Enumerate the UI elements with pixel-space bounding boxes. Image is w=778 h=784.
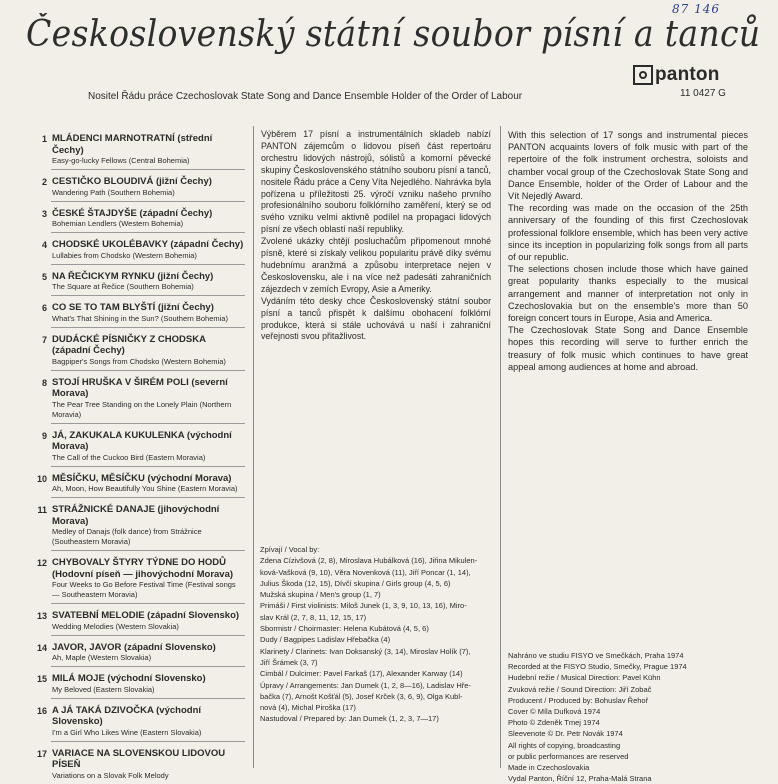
track-item bbox=[33, 430, 245, 463]
production-line: Hudební režie / Musical Direction: Pavel Kühn bbox=[508, 673, 661, 683]
track-item bbox=[33, 705, 245, 738]
page-title: Československý státní soubor písní a tanců bbox=[26, 14, 761, 55]
track-divider bbox=[51, 232, 245, 233]
track-divider bbox=[51, 603, 245, 604]
track-english-title: Bohemian Lendlers (Western Bohemia) bbox=[52, 219, 184, 228]
track-english-title: The Square at Řečice (Southern Bohemia) bbox=[52, 282, 194, 291]
track-item bbox=[33, 271, 245, 293]
track-czech-title: MLÁDENCI MARNOTRATNÍ (střední Čechy) bbox=[52, 133, 213, 156]
production-info bbox=[508, 650, 768, 784]
track-divider bbox=[51, 295, 245, 296]
czech-notes bbox=[261, 129, 491, 343]
track-item bbox=[33, 334, 245, 367]
track-english-title: My Beloved (Eastern Slovakia) bbox=[52, 684, 155, 694]
track-item bbox=[33, 133, 245, 166]
czech-paragraph: Vydáním této desky chce Československý státní soubor písní a tanců přispět k dalšímu obohacení folklórní produkce, která si stále uchovává u naší i zahraniční veřejnosti svou přitažlivost. bbox=[261, 295, 491, 342]
track-czech-title: MĚSÍČKU, MĚSÍČKU (východní Morava) bbox=[52, 472, 232, 484]
track-number: 12 bbox=[36, 558, 47, 568]
track-czech-title: CO SE TO TAM BLYŠTÍ (jižní Čechy) bbox=[52, 302, 214, 313]
track-item bbox=[33, 176, 245, 198]
track-czech-title: CHYBOVALY ŠTYRY TÝDNE DO HODŮ (Hodovní píseň — jihovýchodní Morava) bbox=[52, 557, 234, 580]
track-number: 17 bbox=[36, 748, 47, 759]
track-number: 5 bbox=[41, 271, 47, 282]
credit-line: Mužská skupina / Men's group (1, 7) bbox=[260, 590, 381, 600]
production-line: Zvuková režie / Sound Direction: Jiří Zobač bbox=[508, 684, 652, 694]
track-divider bbox=[51, 327, 245, 328]
performer-credits bbox=[260, 544, 492, 725]
track-item bbox=[33, 673, 245, 695]
track-divider bbox=[51, 169, 245, 170]
track-item bbox=[33, 610, 245, 632]
credit-line: Zpívají / Vocal by: bbox=[260, 545, 320, 554]
track-item bbox=[33, 239, 245, 261]
track-divider bbox=[51, 264, 245, 265]
track-english-title: The Call of the Cuckoo Bird (Eastern Moravia) bbox=[52, 452, 206, 462]
production-line: Producent / Produced by: Bohuslav Řehoř bbox=[508, 695, 649, 705]
credit-line: Úpravy / Arrangements: Jan Dumek (1, 2, 8—16), Ladislav Hře- bbox=[260, 680, 471, 690]
track-english-title: Wandering Path (Southern Bohemia) bbox=[52, 187, 175, 197]
track-czech-title: DUDÁCKÉ PÍSNIČKY Z CHODSKA (západní Čechy) bbox=[52, 333, 206, 356]
track-item bbox=[33, 473, 245, 495]
track-english-title: Ah, Moon, How Beautifully You Shine (Eastern Moravia) bbox=[52, 484, 238, 493]
credit-line: bačka (7), Arnošt Košťál (5), Josef Krček (3, 6, 9), Olga Kubl- bbox=[260, 691, 463, 701]
track-divider bbox=[51, 466, 245, 467]
production-line: Photo © Zdeněk Tmej 1974 bbox=[508, 718, 600, 728]
ensemble-subtitle: Nositel Řádu práce Czechoslovak State Song and Dance Ensemble Holder of the Order of Labour bbox=[88, 91, 523, 102]
track-item bbox=[33, 208, 245, 230]
track-number: 15 bbox=[36, 674, 47, 684]
english-paragraph: The selections chosen include those which have gained great popularity thanks especially to the musical arrangement and manner of interpretation not only in Czechoslovakia but on the ensemble's more than 50 foreign concert tours in Europe, Asia and America. bbox=[508, 264, 748, 324]
credit-line: ková-Vašková (9, 10), Věra Novenková (11), Jiří Poncar (1, 14), bbox=[260, 567, 471, 577]
track-item bbox=[33, 302, 245, 324]
track-divider bbox=[51, 497, 245, 498]
credit-line: Sbormistr / Choirmaster: Helena Kubátová (4, 5, 6) bbox=[260, 624, 429, 634]
track-item bbox=[33, 748, 245, 781]
track-item bbox=[33, 377, 245, 420]
track-english-title: What's That Shining in the Sun? (Southern Bohemia) bbox=[52, 313, 228, 323]
track-english-title: Ah, Maple (Western Slovakia) bbox=[52, 653, 152, 662]
track-english-title: Four Weeks to Go Before Festival Time (Festival songs — Southeastern Moravia) bbox=[52, 580, 236, 599]
production-line: Cover © Míla Dufková 1974 bbox=[508, 707, 601, 717]
production-line: Recorded at the FISYO Studio, Smečky, Prague 1974 bbox=[508, 662, 687, 672]
production-line: Made in Czechoslovakia bbox=[508, 763, 590, 773]
track-czech-title: CHODSKÉ UKOLÉBAVKY (západní Čechy) bbox=[52, 239, 244, 250]
czech-paragraph: Výběrem 17 písní a instrumentálních skladeb nabízí PANTON zájemcům o lidovou píseň část repertoáru orchestru lidových nástrojů, sólistů a komorní pěvecké skupiny Československého státního souboru písní a tanců, nositele Řádu práce a Ceny Víta Nejedlého. Nahrávka byla pořízena u příležitosti 25. výročí vzniku našeho prvního profesionálního souboru folklórního zaměření, který se od svého vzniku velmi aktivně podílel na propagaci lidových písní ze všech oblastí naší republiky. bbox=[261, 129, 491, 235]
track-czech-title: JÁ, ZAKUKALA KUKULENKA (východní Morava) bbox=[52, 429, 232, 452]
english-paragraph: With this selection of 17 songs and instrumental pieces PANTON acquaints lovers of folk music with part of the repertoire of the folk instrument orchestra, soloists and chamber vocal group of the Czechoslovak State Song and Dance Ensemble, holder of the Order of Labour and the Vít Nejedlý Award. bbox=[508, 130, 748, 202]
track-czech-title: ČESKÉ ŠTAJDYŠE (západní Čechy) bbox=[52, 207, 213, 219]
english-paragraph: The Czechoslovak State Song and Dance Ensemble hopes this recording will serve to further enrich the treasury of folk music which continues to have great appeal among audiences at home and abroad. bbox=[508, 325, 748, 372]
credit-line: Primáši / First violinists: Miloš Junek (1, 3, 9, 10, 13, 16), Miro- bbox=[260, 601, 467, 611]
track-english-title: Medley of Danajs (folk dance) from Strážnice (Southeastern Moravia) bbox=[52, 527, 202, 546]
track-english-title: Easy-go-lucky Fellows (Central Bohemia) bbox=[52, 156, 190, 165]
credit-line: Zdena Cízivšová (2, 8), Miroslava Hubálková (16), Jiřina Mikulen- bbox=[260, 556, 478, 566]
track-number: 4 bbox=[41, 240, 47, 250]
credit-line: Dudy / Bagpipes Ladislav Hřebačka (4) bbox=[260, 635, 391, 645]
track-english-title: I'm a Girl Who Likes Wine (Eastern Slovakia) bbox=[52, 727, 202, 737]
track-czech-title: SVATEBNÍ MELODIE (západní Slovensko) bbox=[52, 610, 240, 621]
production-line: Nahráno ve studiu FISYO ve Smečkách, Praha 1974 bbox=[508, 651, 684, 660]
track-number: 13 bbox=[36, 611, 47, 621]
track-divider bbox=[51, 635, 245, 636]
track-item bbox=[33, 557, 245, 600]
credit-line: Jiří Šrámek (3, 7) bbox=[260, 657, 318, 667]
credit-line: Cimbál / Dulcimer: Pavel Farkaš (17), Alexander Karway (14) bbox=[260, 669, 463, 679]
english-notes bbox=[508, 129, 748, 373]
production-line: or public performances are reserved bbox=[508, 751, 629, 761]
panton-logo-icon bbox=[633, 65, 653, 85]
credit-line: slav Král (2, 7, 8, 11, 12, 15, 17) bbox=[260, 612, 367, 622]
track-number: 6 bbox=[41, 303, 47, 313]
track-number: 16 bbox=[36, 705, 47, 716]
track-english-title: The Pear Tree Standing on the Lonely Plain (Northern Moravia) bbox=[52, 399, 232, 419]
track-english-title: Variations on a Slovak Folk Melody bbox=[52, 770, 169, 780]
track-czech-title: STRÁŽNICKÉ DANAJE (jihovýchodní Morava) bbox=[52, 504, 220, 527]
column-divider bbox=[500, 126, 501, 768]
track-czech-title: MILÁ MOJE (východní Slovensko) bbox=[52, 673, 206, 684]
track-english-title: Wedding Melodies (Western Slovakia) bbox=[52, 621, 179, 631]
track-divider bbox=[51, 550, 245, 551]
track-item bbox=[33, 642, 245, 664]
track-english-title: Bagpiper's Songs from Chodsko (Western Bohemia) bbox=[52, 356, 226, 366]
track-divider bbox=[51, 741, 245, 742]
track-czech-title: NA ŘEČICKYM RYNKU (jižní Čechy) bbox=[52, 270, 214, 282]
track-divider bbox=[51, 370, 245, 371]
handwritten-note: 87 146 bbox=[672, 2, 720, 16]
track-czech-title: A JÁ TAKÁ DZIVOČKA (východní Slovensko) bbox=[52, 704, 202, 727]
label-name: panton bbox=[655, 64, 720, 85]
track-number: 3 bbox=[41, 208, 47, 219]
track-number: 8 bbox=[41, 377, 47, 388]
track-number: 10 bbox=[36, 473, 47, 484]
track-number: 11 bbox=[37, 505, 47, 515]
track-czech-title: VARIACE NA SLOVENSKOU LIDOVOU PÍSEŇ bbox=[52, 747, 226, 770]
track-czech-title: CESTIČKO BLOUDIVÁ (jižní Čechy) bbox=[52, 176, 212, 187]
track-list bbox=[33, 133, 245, 781]
track-english-title: Lullabies from Chodsko (Western Bohemia) bbox=[52, 250, 197, 260]
track-number: 14 bbox=[36, 642, 47, 653]
track-divider bbox=[51, 666, 245, 667]
credit-line: Julius Škoda (12, 15), Dívčí skupina / Girls group (4, 5, 6) bbox=[260, 578, 451, 588]
track-number: 7 bbox=[41, 334, 47, 345]
production-line: All rights of copying, broadcasting bbox=[508, 740, 621, 750]
track-divider bbox=[51, 423, 245, 424]
production-line: Vydal Panton, Říční 12, Praha-Malá Strana bbox=[508, 774, 652, 784]
track-divider bbox=[51, 698, 245, 699]
column-divider bbox=[253, 126, 254, 768]
track-item bbox=[33, 504, 245, 547]
track-number: 2 bbox=[41, 177, 47, 187]
track-czech-title: JAVOR, JAVOR (západní Slovensko) bbox=[52, 641, 216, 653]
catalog-number: 11 0427 G bbox=[680, 88, 726, 99]
production-line: Sleevenote © Dr. Petr Novák 1974 bbox=[508, 729, 623, 739]
credit-line: Klarinety / Clarinets: Ivan Doksanský (3, 14), Miroslav Holík (7), bbox=[260, 646, 471, 656]
track-number: 1 bbox=[41, 134, 47, 144]
track-divider bbox=[51, 201, 245, 202]
english-paragraph: The recording was made on the occasion of the 25th anniversary of the founding of this first Czechoslovak professional folklore ensemble, which has been very active since its inception in popularizing folk songs from all parts of our republic. bbox=[508, 203, 748, 263]
track-number: 9 bbox=[41, 430, 47, 441]
czech-paragraph: Zvolené ukázky chtějí posluchačům připomenout mnohé písně, které si získaly velikou popularitu právě díky svému hudebnímu aranžmá a způsobu interpretace nejen v Československu, ale i na více než padesáti zahraničních zájezdech v zemích Evropy, Asie a Ameriky. bbox=[261, 236, 491, 294]
track-czech-title: STOJÍ HRUŠKA V ŠIRÉM POLI (severní Morava) bbox=[52, 376, 228, 399]
panton-logo bbox=[633, 64, 720, 86]
credit-line: nová (4), Michal Piroška (17) bbox=[260, 703, 356, 713]
credit-line: Nastudoval / Prepared by: Jan Dumek (1, 2, 3, 7—17) bbox=[260, 714, 439, 724]
